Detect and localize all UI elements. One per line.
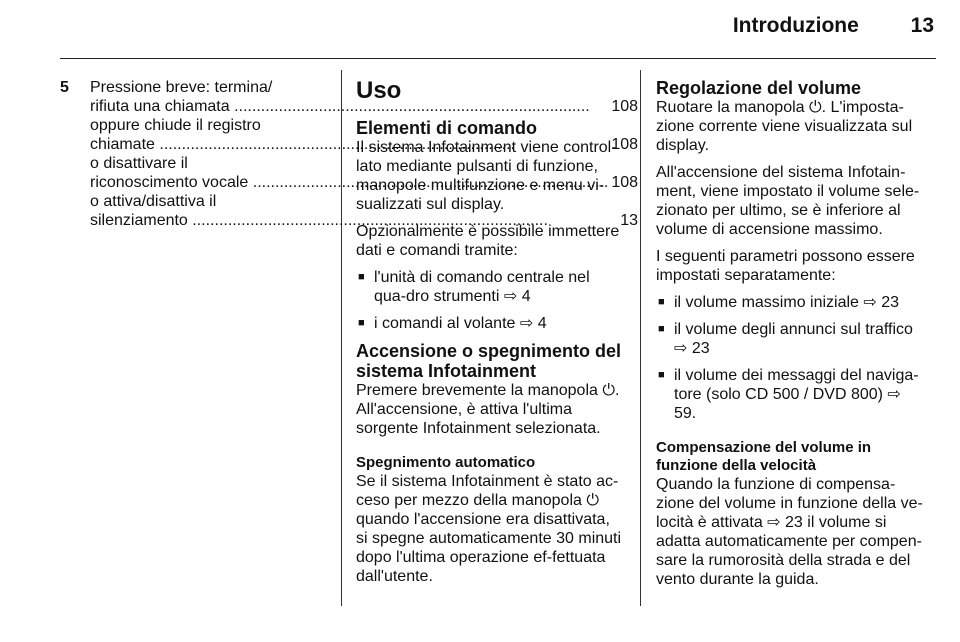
item-line: o disattivare il <box>90 155 188 172</box>
toc-text: rifiuta una chiamata ..... <box>90 97 608 116</box>
column-3 <box>656 78 924 597</box>
toc-page: 13 <box>620 212 639 229</box>
list-item: ■ i comandi al volante ⇨ 4 <box>356 314 624 333</box>
toc-text: silenziamento ..... <box>90 211 617 230</box>
page-number: 13 <box>910 14 934 37</box>
bullet-list <box>356 268 624 333</box>
column-2 <box>356 78 624 594</box>
subheading-power: Accensione o spegnimento del sistema Infotainment <box>356 341 622 381</box>
paragraph: Opzionalmente è possibile immettere dati e comandi tramite: <box>356 223 620 259</box>
list-item: ■ il volume degli annunci sul traffico ⇨ 23 <box>656 320 924 358</box>
list-item: ■ il volume massimo iniziale ⇨ 23 <box>656 293 924 312</box>
paragraph: Premere brevemente la manopola ⏻. All'accensione, è attiva l'ultima sorgente Infotainment selezionata. <box>356 382 620 437</box>
page-header <box>733 14 934 38</box>
bullet-list <box>656 293 924 423</box>
toc-text: riconoscimento vocale ..... <box>90 173 608 192</box>
subheading-auto-off: Spegnimento automatico <box>356 454 536 471</box>
paragraph: Quando la funzione di compensa-zione del volume in funzione della ve-locità è attivata ⇨ 23 il volume si adatta automaticamente per compen-sare la rumorosità della strada e del vento durante la guida. <box>656 476 923 588</box>
paragraph: Il sistema Infotainment viene control-lato mediante pulsanti di funzione, manopole multifunzione e menu vi-sualizzati sul display. <box>356 139 617 213</box>
item-line: o attiva/disattiva il <box>90 193 217 210</box>
subheading-controls: Elementi di comando <box>356 118 538 138</box>
item-line: oppure chiude il registro <box>90 117 261 134</box>
toc-page: 108 <box>611 98 639 115</box>
subheading-speed-compensation: Compensazione del volume in funzione della velocità <box>656 439 872 474</box>
paragraph: Se il sistema Infotainment è stato ac-ceso per mezzo della manopola ⏻ quando l'accensione era disattivata, si spegne automaticamente 30 minuti dopo l'ultima operazione ef-fettuata dall'utente. <box>356 473 622 585</box>
toc-page: 108 <box>611 136 639 153</box>
column-divider-2 <box>640 70 641 606</box>
paragraph: Ruotare la manopola ⏻. L'imposta-zione corrente viene visualizzata sul display. <box>656 99 913 154</box>
subheading-volume: Regolazione del volume <box>656 78 862 98</box>
item-number: 5 <box>60 79 69 96</box>
list-item: ■ il volume dei messaggi del naviga-tore (solo CD 500 / DVD 800) ⇨ 59. <box>656 366 924 423</box>
list-item: ■ l'unità di comando centrale nel qua-dro strumenti ⇨ 4 <box>356 268 624 306</box>
toc-page: 108 <box>611 174 639 191</box>
paragraph: All'accensione del sistema Infotain-ment, viene impostato il volume sele-zionato per ultimo, se è inferiore al volume di accensione massimo. <box>656 164 920 238</box>
paragraph: I seguenti parametri possono essere impostati separatamente: <box>656 248 915 284</box>
header-divider <box>60 58 936 59</box>
toc-text: chiamate ..... <box>90 135 608 154</box>
page-title: Introduzione <box>732 14 859 37</box>
section-heading: Uso <box>356 77 402 104</box>
item-line: Pressione breve: termina/ <box>90 79 273 96</box>
